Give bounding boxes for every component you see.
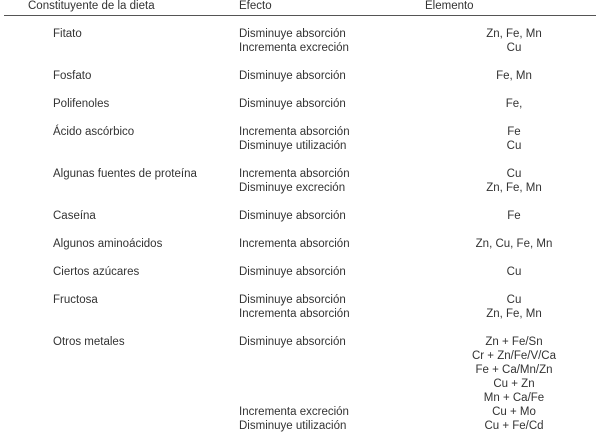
header-element: Elemento	[425, 0, 474, 12]
header-effect: Efecto	[239, 0, 272, 12]
element-line: Cu + Fe/Cd	[484, 420, 544, 432]
constituent-cell: Otros metales	[53, 336, 125, 348]
effect-line: Disminuye absorción	[239, 28, 346, 40]
element-line: Cr + Zn/Fe/V/Ca	[471, 350, 557, 362]
effect-line: Disminuye absorción	[239, 98, 346, 110]
effect-cell	[239, 125, 350, 153]
header-divider	[4, 15, 596, 16]
element-line: Cu	[506, 168, 522, 180]
element-line: Fe,	[505, 98, 523, 110]
element-cell	[440, 97, 588, 111]
effect-line: Incrementa absorción	[239, 238, 350, 250]
element-line: Cu	[506, 294, 522, 306]
page-bottom-edge	[0, 432, 600, 436]
effect-line: Disminuye absorción	[239, 294, 346, 306]
table-header	[0, 0, 600, 16]
element-cell	[440, 209, 588, 223]
element-line: Cu	[506, 42, 522, 54]
constituent-cell: Ácido ascórbico	[53, 126, 135, 138]
element-line: Cu + Zn	[493, 378, 535, 390]
element-line: Fe	[507, 126, 521, 138]
effect-line: Incrementa excreción	[239, 406, 349, 418]
effect-line: Incrementa absorción	[239, 168, 350, 180]
element-line: Fe + Ca/Mn/Zn	[475, 364, 553, 376]
effect-line: Disminuye absorción	[239, 210, 346, 222]
effect-line: Disminuye utilización	[239, 420, 347, 432]
element-cell	[440, 167, 588, 195]
effect-cell	[239, 265, 346, 279]
element-line: Fe, Mn	[496, 70, 532, 82]
effect-cell	[239, 167, 350, 195]
effect-line: Disminuye excreción	[239, 182, 346, 194]
element-cell	[440, 265, 588, 279]
element-line: Mn + Ca/Fe	[483, 392, 545, 404]
effect-line	[239, 377, 349, 391]
effect-cell	[239, 237, 350, 251]
constituent-cell: Algunos aminoácidos	[53, 238, 163, 250]
element-line: Cu	[506, 266, 522, 278]
effect-line	[239, 391, 349, 405]
effect-line: Disminuye absorción	[239, 70, 346, 82]
element-line: Cu	[506, 140, 522, 152]
element-cell	[440, 27, 588, 55]
element-line: Fe	[507, 210, 521, 222]
effect-line: Incrementa excreción	[239, 42, 349, 54]
effect-line: Disminuye utilización	[239, 140, 347, 152]
element-line: Cu + Mo	[492, 406, 536, 418]
effect-line	[239, 349, 349, 363]
effect-line: Incrementa absorción	[239, 308, 350, 320]
effect-line: Incrementa absorción	[239, 126, 350, 138]
constituent-cell: Algunas fuentes de proteína	[53, 168, 197, 180]
constituent-cell: Fitato	[53, 28, 82, 40]
element-cell	[440, 237, 588, 251]
effect-cell	[239, 209, 346, 223]
constituent-cell: Polifenoles	[53, 98, 110, 110]
constituent-cell: Fosfato	[53, 70, 92, 82]
element-line: Zn, Fe, Mn	[486, 28, 542, 40]
effect-cell	[239, 335, 349, 433]
element-cell	[440, 125, 588, 153]
effect-line: Disminuye absorción	[239, 266, 346, 278]
element-line: Zn, Fe, Mn	[486, 182, 542, 194]
constituent-cell: Ciertos azúcares	[53, 266, 140, 278]
element-cell	[440, 293, 588, 321]
element-line: Zn + Fe/Sn	[485, 336, 543, 348]
effect-cell	[239, 293, 350, 321]
constituent-cell: Caseína	[53, 210, 96, 222]
effect-cell	[239, 27, 349, 55]
effect-cell	[239, 97, 346, 111]
header-constituent: Constituyente de la dieta	[28, 0, 155, 12]
element-cell	[440, 335, 588, 433]
effect-line	[239, 363, 349, 377]
effect-cell	[239, 69, 346, 83]
constituent-cell: Fructosa	[53, 294, 98, 306]
effect-line: Disminuye absorción	[239, 336, 346, 348]
element-line: Zn, Cu, Fe, Mn	[475, 238, 553, 250]
element-cell	[440, 69, 588, 83]
element-line: Zn, Fe, Mn	[486, 308, 542, 320]
